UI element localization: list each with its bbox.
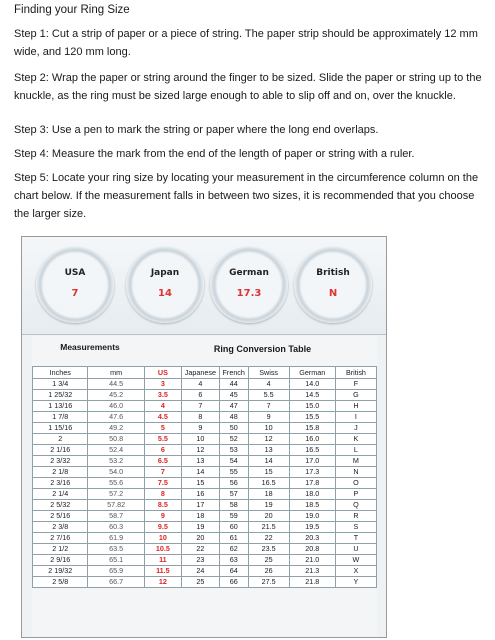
- table-cell: 2 3/32: [33, 456, 88, 467]
- table-cell: 19: [248, 500, 289, 511]
- table-cell: 2 1/8: [33, 467, 88, 478]
- table-cell: 21.8: [289, 577, 335, 588]
- table-cell: 50.8: [88, 434, 144, 445]
- table-cell: 2 9/16: [33, 555, 88, 566]
- table-cell: J: [335, 423, 376, 434]
- table-cell: 23.5: [248, 544, 289, 555]
- step-3-text: Step 3: Use a pen to mark the string or paper where the long end overlaps.: [14, 124, 379, 136]
- conversion-table-title: Ring Conversion Table: [213, 344, 312, 354]
- table-cell: 3.5: [144, 390, 181, 401]
- table-cell: 7: [144, 467, 181, 478]
- table-cell: W: [335, 555, 376, 566]
- step-4-text: Step 4: Measure the mark from the end of the length of paper or string with a ruler.: [14, 148, 415, 160]
- table-cell: 2 3/16: [33, 478, 88, 489]
- ring-size-value: 14: [158, 288, 172, 299]
- table-cell: Q: [335, 500, 376, 511]
- ring-british: [294, 247, 372, 323]
- ring-size-chart: [21, 236, 387, 638]
- table-cell: 58: [219, 500, 248, 511]
- table-row: [33, 456, 377, 467]
- table-cell: 18.0: [289, 489, 335, 500]
- table-cell: 17.0: [289, 456, 335, 467]
- table-cell: 15: [248, 467, 289, 478]
- table-cell: 57.2: [88, 489, 144, 500]
- table-cell: 52: [219, 434, 248, 445]
- table-cell: 12: [181, 445, 219, 456]
- table-cell: 25: [181, 577, 219, 588]
- table-cell: 23: [181, 555, 219, 566]
- table-cell: 1 3/4: [33, 379, 88, 390]
- document: [14, 0, 484, 220]
- table-cell: 9: [144, 511, 181, 522]
- table-cell: 21.3: [289, 566, 335, 577]
- table-cell: 18: [248, 489, 289, 500]
- table-cell: 65.9: [88, 566, 144, 577]
- table-cell: S: [335, 522, 376, 533]
- table-cell: 55: [219, 467, 248, 478]
- column-header: US: [144, 367, 181, 379]
- table-cell: 57: [219, 489, 248, 500]
- table-cell: 26: [248, 566, 289, 577]
- table-cell: 24: [181, 566, 219, 577]
- table-cell: 4.5: [144, 412, 181, 423]
- table-cell: 2 1/2: [33, 544, 88, 555]
- ring-japan: [126, 247, 204, 323]
- table-cell: 9: [248, 412, 289, 423]
- table-cell: 45.2: [88, 390, 144, 401]
- table-cell: 16.5: [289, 445, 335, 456]
- table-cell: 9.5: [144, 522, 181, 533]
- table-row: [33, 467, 377, 478]
- table-cell: 12: [248, 434, 289, 445]
- table-cell: 1 25/32: [33, 390, 88, 401]
- ring-size-value: N: [328, 288, 338, 299]
- table-cell: 17.8: [289, 478, 335, 489]
- table-cell: 10: [144, 533, 181, 544]
- table-cell: 13: [248, 445, 289, 456]
- table-cell: 49.2: [88, 423, 144, 434]
- table-cell: 5: [144, 423, 181, 434]
- step-5-text: Step 5: Locate your ring size by locating your measurement in the circumference column on the chart below. If the measurement falls in between two sizes, it is recommended that you choose the larger size.: [14, 172, 479, 220]
- table-cell: 44.5: [88, 379, 144, 390]
- table-cell: 18: [181, 511, 219, 522]
- table-cell: 47: [219, 401, 248, 412]
- column-header: Japanese: [181, 367, 219, 379]
- table-cell: U: [335, 544, 376, 555]
- table-cell: 5.5: [248, 390, 289, 401]
- table-cell: 11: [144, 555, 181, 566]
- table-cell: 1 7/8: [33, 412, 88, 423]
- table-cell: 17.3: [289, 467, 335, 478]
- table-cell: P: [335, 489, 376, 500]
- step-1-text: Step 1: Cut a strip of paper or a piece of string. The paper strip should be approximately 12 mm wide, and 120 mm long.: [14, 28, 478, 58]
- table-cell: 48: [219, 412, 248, 423]
- table-cell: 19.5: [289, 522, 335, 533]
- table-cell: 7.5: [144, 478, 181, 489]
- table-cell: 4: [144, 401, 181, 412]
- table-cell: 53: [219, 445, 248, 456]
- table-cell: 19.0: [289, 511, 335, 522]
- table-cell: 9: [181, 423, 219, 434]
- ring-illustration-row: [22, 237, 386, 335]
- table-cell: 2 1/4: [33, 489, 88, 500]
- table-cell: 61: [219, 533, 248, 544]
- table-cell: 10: [181, 434, 219, 445]
- table-cell: 54.0: [88, 467, 144, 478]
- column-header: Swiss: [248, 367, 289, 379]
- table-cell: 5.5: [144, 434, 181, 445]
- table-cell: 2 7/16: [33, 533, 88, 544]
- table-cell: 22: [248, 533, 289, 544]
- column-header: French: [219, 367, 248, 379]
- table-cell: 15.5: [289, 412, 335, 423]
- table-cell: 6: [181, 390, 219, 401]
- column-header: Inches: [33, 367, 88, 379]
- table-header-row: [33, 367, 377, 379]
- ring-label: German: [229, 268, 269, 278]
- ring-conversion-table: [32, 366, 377, 588]
- table-cell: G: [335, 390, 376, 401]
- table-cell: 20: [248, 511, 289, 522]
- table-row: [33, 511, 377, 522]
- table-cell: Y: [335, 577, 376, 588]
- table-row: [33, 500, 377, 511]
- table-cell: 60.3: [88, 522, 144, 533]
- ring-label: Japan: [150, 268, 180, 278]
- table-cell: T: [335, 533, 376, 544]
- table-cell: I: [335, 412, 376, 423]
- step-2-text: Step 2: Wrap the paper or string around the finger to be sized. Slide the paper or string up to the knuckle, as the ring must be sized large enough to able to slip off and on, over the knuckle.: [14, 72, 482, 102]
- ring-size-value: 17.3: [236, 288, 262, 299]
- table-row: [33, 390, 377, 401]
- table-cell: 66: [219, 577, 248, 588]
- table-cell: 47.6: [88, 412, 144, 423]
- table-cell: 50: [219, 423, 248, 434]
- table-cell: 16.5: [248, 478, 289, 489]
- table-cell: R: [335, 511, 376, 522]
- table-cell: 60: [219, 522, 248, 533]
- table-row: [33, 566, 377, 577]
- table-cell: 21.0: [289, 555, 335, 566]
- table-cell: 2 19/32: [33, 566, 88, 577]
- table-row: [33, 577, 377, 588]
- table-cell: 22: [181, 544, 219, 555]
- table-cell: 17: [181, 500, 219, 511]
- table-cell: L: [335, 445, 376, 456]
- table-cell: 65.1: [88, 555, 144, 566]
- table-cell: 13: [181, 456, 219, 467]
- table-cell: 8.5: [144, 500, 181, 511]
- table-cell: 58.7: [88, 511, 144, 522]
- table-cell: 16: [181, 489, 219, 500]
- table-cell: 44: [219, 379, 248, 390]
- table-cell: 8: [181, 412, 219, 423]
- table-cell: 3: [144, 379, 181, 390]
- table-cell: 66.7: [88, 577, 144, 588]
- table-row: [33, 401, 377, 412]
- table-cell: 57.82: [88, 500, 144, 511]
- table-cell: H: [335, 401, 376, 412]
- table-cell: 45: [219, 390, 248, 401]
- table-cell: 7: [181, 401, 219, 412]
- table-cell: 15.0: [289, 401, 335, 412]
- column-header: mm: [88, 367, 144, 379]
- column-header: British: [335, 367, 376, 379]
- table-cell: 56: [219, 478, 248, 489]
- table-cell: 64: [219, 566, 248, 577]
- table-cell: 25: [248, 555, 289, 566]
- table-cell: 14: [248, 456, 289, 467]
- table-cell: 52.4: [88, 445, 144, 456]
- table-cell: 18.5: [289, 500, 335, 511]
- table-cell: 59: [219, 511, 248, 522]
- table-cell: O: [335, 478, 376, 489]
- table-cell: 14.0: [289, 379, 335, 390]
- table-cell: M: [335, 456, 376, 467]
- table-row: [33, 489, 377, 500]
- table-cell: 2 5/8: [33, 577, 88, 588]
- table-row: [33, 478, 377, 489]
- table-cell: 46.0: [88, 401, 144, 412]
- table-cell: 20.8: [289, 544, 335, 555]
- table-row: [33, 533, 377, 544]
- table-cell: 10: [248, 423, 289, 434]
- table-cell: 55.6: [88, 478, 144, 489]
- table-row: [33, 445, 377, 456]
- table-cell: 6: [144, 445, 181, 456]
- table-cell: 4: [248, 379, 289, 390]
- ring-label: USA: [64, 268, 86, 278]
- column-header: German: [289, 367, 335, 379]
- table-cell: 63.5: [88, 544, 144, 555]
- table-cell: 1 13/16: [33, 401, 88, 412]
- table-cell: 15.8: [289, 423, 335, 434]
- table-cell: K: [335, 434, 376, 445]
- table-cell: 11.5: [144, 566, 181, 577]
- table-cell: 2 5/32: [33, 500, 88, 511]
- table-cell: X: [335, 566, 376, 577]
- table-cell: 21.5: [248, 522, 289, 533]
- table-cell: 54: [219, 456, 248, 467]
- table-cell: 15: [181, 478, 219, 489]
- conversion-table-panel: [32, 336, 377, 636]
- table-cell: 2 5/16: [33, 511, 88, 522]
- table-cell: 20: [181, 533, 219, 544]
- table-row: [33, 555, 377, 566]
- table-row: [33, 434, 377, 445]
- table-cell: 14: [181, 467, 219, 478]
- table-cell: 16.0: [289, 434, 335, 445]
- table-row: [33, 379, 377, 390]
- table-cell: 2: [33, 434, 88, 445]
- ring-label: British: [316, 268, 350, 278]
- ring-german: [210, 247, 288, 323]
- table-cell: 7: [248, 401, 289, 412]
- table-cell: 10.5: [144, 544, 181, 555]
- table-cell: 6.5: [144, 456, 181, 467]
- measurements-header: Measurements: [60, 342, 120, 352]
- table-row: [33, 423, 377, 434]
- table-row: [33, 544, 377, 555]
- table-row: [33, 522, 377, 533]
- table-cell: 2 1/16: [33, 445, 88, 456]
- table-cell: 53.2: [88, 456, 144, 467]
- table-cell: 2 3/8: [33, 522, 88, 533]
- table-cell: 14.5: [289, 390, 335, 401]
- table-cell: 12: [144, 577, 181, 588]
- ring-size-value: 7: [71, 288, 79, 299]
- table-cell: 19: [181, 522, 219, 533]
- table-cell: 63: [219, 555, 248, 566]
- table-row: [33, 412, 377, 423]
- table-cell: 27.5: [248, 577, 289, 588]
- table-cell: 62: [219, 544, 248, 555]
- table-cell: 20.3: [289, 533, 335, 544]
- page-title: Finding your Ring Size: [14, 4, 130, 16]
- table-cell: 8: [144, 489, 181, 500]
- ring-usa: [36, 247, 114, 323]
- table-cell: N: [335, 467, 376, 478]
- table-cell: 4: [181, 379, 219, 390]
- table-cell: 61.9: [88, 533, 144, 544]
- table-cell: F: [335, 379, 376, 390]
- table-cell: 1 15/16: [33, 423, 88, 434]
